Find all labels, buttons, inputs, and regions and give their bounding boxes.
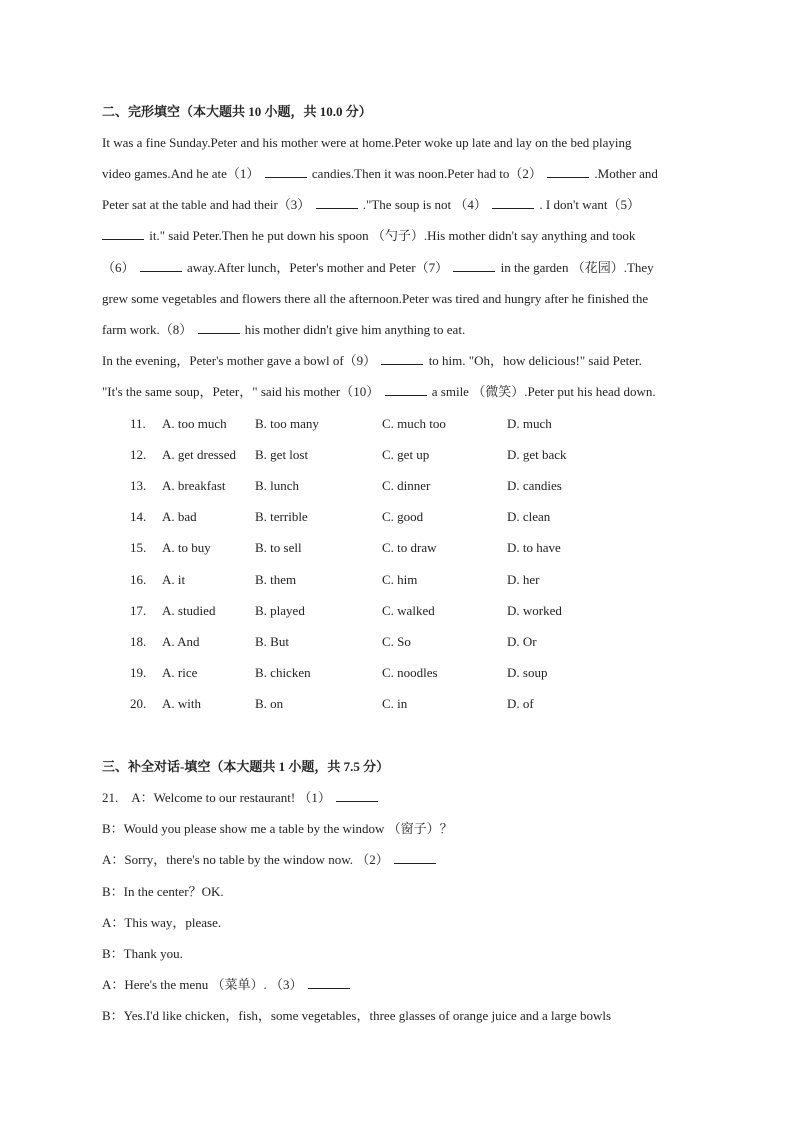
option-c[interactable]: C. good (382, 509, 424, 525)
question-row (0, 507, 794, 527)
question-row (0, 663, 794, 683)
option-b[interactable]: B. terrible (255, 509, 308, 525)
passage-text: . I don't want（5） (539, 197, 640, 212)
dialogue-line (102, 913, 702, 933)
option-b[interactable]: B. played (255, 602, 305, 618)
passage-text: his mother didn't give him anything to eat. (244, 322, 466, 337)
heading-text: 三、补全对话-填空（本大题共 1 小题，共 7.5 分） (102, 759, 390, 774)
question-row (0, 601, 794, 621)
answer-blank-4[interactable] (492, 196, 534, 209)
question-number: 12. (130, 447, 147, 463)
dialogue-text: B：In the center？OK. (102, 884, 224, 899)
dialogue-line (102, 850, 702, 870)
option-d[interactable]: D. much (507, 416, 552, 431)
question-number: 13. (130, 478, 147, 494)
question-row (0, 414, 794, 434)
passage-text: "It's the same soup，Peter，" said his mother（10） (102, 384, 380, 399)
passage-text: a smile （微笑）.Peter put his head down. (431, 384, 656, 399)
option-b[interactable]: B. too many (255, 416, 319, 431)
option-b[interactable]: B. lunch (255, 478, 300, 494)
passage-text: grew some vegetables and flowers there all the afternoon.Peter was tired and hungry after he finished the (102, 291, 649, 306)
dialogue-line (102, 882, 702, 902)
passage-text: In the evening，Peter's mother gave a bowl of（9） (102, 353, 377, 368)
option-d[interactable]: D. clean (507, 509, 551, 525)
option-a[interactable]: A. And (162, 633, 200, 649)
question-number: 15. (130, 540, 147, 556)
option-b[interactable]: B. chicken (255, 664, 311, 680)
option-d[interactable]: D. her (507, 571, 540, 587)
passage-text: candies.Then it was noon.Peter had to（2） (311, 166, 542, 181)
option-c[interactable]: C. him (382, 571, 418, 587)
option-a[interactable]: A. rice (162, 664, 198, 680)
option-c[interactable]: C. walked (382, 602, 435, 618)
passage-line (102, 289, 702, 309)
answer-blank-9[interactable] (381, 352, 423, 365)
option-c[interactable]: C. noodles (382, 664, 438, 680)
option-d[interactable]: D. get back (507, 447, 567, 463)
dialogue-text: 21. A：Welcome to our restaurant! （1） (102, 790, 331, 805)
question-number: 19. (130, 664, 147, 680)
question-row (0, 570, 794, 590)
option-a[interactable]: A. bad (162, 509, 197, 525)
passage-text: Peter sat at the table and had their（3） (102, 197, 311, 212)
dialogue-text: A：This way，please. (102, 915, 222, 930)
passage-line (102, 382, 702, 402)
dialogue-line (102, 819, 702, 839)
question-row (0, 694, 794, 714)
option-c[interactable]: C. So (382, 633, 411, 649)
dialogue-blank-2[interactable] (394, 851, 436, 864)
passage-text: .Mother and (594, 166, 658, 181)
dialogue-line (102, 788, 702, 808)
option-b[interactable]: B. get lost (255, 447, 309, 463)
passage-line (102, 133, 702, 153)
section-heading-dialogue (102, 757, 702, 777)
passage-text: to him. "Oh，how delicious!" said Peter. (428, 353, 642, 368)
option-a[interactable]: A. too much (162, 416, 227, 431)
dialogue-blank-1[interactable] (336, 789, 378, 802)
option-b[interactable]: B. them (255, 571, 297, 587)
passage-text: farm work.（8） (102, 322, 193, 337)
option-c[interactable]: C. dinner (382, 478, 431, 494)
question-number: 17. (130, 602, 147, 618)
option-d[interactable]: D. soup (507, 664, 548, 680)
passage-text: away.After lunch，Peter's mother and Peter（7） (187, 260, 449, 275)
option-c[interactable]: C. much too (382, 416, 446, 431)
passage-line (102, 226, 702, 246)
passage-text: （6） (102, 260, 135, 275)
question-number: 20. (130, 695, 147, 711)
option-a[interactable]: A. it (162, 571, 186, 587)
dialogue-text: A：Sorry，there's no table by the window now. （2） (102, 852, 389, 867)
option-b[interactable]: B. But (255, 633, 289, 649)
answer-blank-8[interactable] (198, 321, 240, 334)
passage-line (102, 164, 702, 184)
option-d[interactable]: D. worked (507, 602, 562, 618)
option-d[interactable]: D. of (507, 695, 534, 711)
passage-text: It was a fine Sunday.Peter and his mother were at home.Peter woke up late and lay on the bed playing (102, 135, 632, 150)
dialogue-line (102, 1006, 702, 1026)
option-d[interactable]: D. candies (507, 478, 562, 494)
option-a[interactable]: A. breakfast (162, 478, 226, 494)
answer-blank-7[interactable] (453, 259, 495, 272)
option-c[interactable]: C. in (382, 695, 408, 711)
option-a[interactable]: A. get dressed (162, 447, 237, 463)
option-c[interactable]: C. to draw (382, 540, 437, 556)
dialogue-text: B：Thank you. (102, 946, 183, 961)
passage-text: video games.And he ate（1） (102, 166, 260, 181)
answer-blank-5[interactable] (102, 227, 144, 240)
option-c[interactable]: C. get up (382, 447, 430, 463)
option-a[interactable]: A. with (162, 695, 201, 711)
dialogue-text: B：Would you please show me a table by the window （窗子）？ (102, 821, 453, 836)
question-row (0, 632, 794, 652)
question-number: 11. (130, 416, 146, 431)
option-a[interactable]: A. to buy (162, 540, 211, 556)
passage-text: in the garden （花园）.They (500, 260, 654, 275)
section-heading-cloze (102, 102, 702, 122)
heading-text: 二、完形填空（本大题共 10 小题，共 10.0 分） (102, 104, 372, 119)
question-row (0, 538, 794, 558)
answer-blank-3[interactable] (316, 196, 358, 209)
option-b[interactable]: B. on (255, 695, 284, 711)
option-a[interactable]: A. studied (162, 602, 216, 618)
passage-line (102, 351, 702, 371)
question-number: 14. (130, 509, 147, 525)
dialogue-line (102, 975, 702, 995)
dialogue-text: A：Here's the menu （菜单）. （3） (102, 977, 303, 992)
option-d[interactable]: D. to have (507, 540, 561, 556)
option-d[interactable]: D. Or (507, 633, 537, 649)
passage-text: it." said Peter.Then he put down his spoon （勺子）.His mother didn't say anything and took (149, 228, 636, 243)
passage-line (102, 320, 702, 340)
option-b[interactable]: B. to sell (255, 540, 302, 556)
answer-blank-6[interactable] (140, 259, 182, 272)
dialogue-blank-3[interactable] (308, 976, 350, 989)
dialogue-text: B：Yes.I'd like chicken，fish，some vegetables，three glasses of orange juice and a large bowls (102, 1008, 612, 1023)
answer-blank-10[interactable] (385, 383, 427, 396)
answer-blank-1[interactable] (265, 165, 307, 178)
question-row (0, 445, 794, 465)
dialogue-line (102, 944, 702, 964)
passage-text: ."The soup is not （4） (362, 197, 487, 212)
question-number: 16. (130, 571, 147, 587)
question-row (0, 476, 794, 496)
answer-blank-2[interactable] (547, 165, 589, 178)
question-number: 18. (130, 633, 147, 649)
passage-line (102, 258, 702, 278)
passage-line (102, 195, 702, 215)
